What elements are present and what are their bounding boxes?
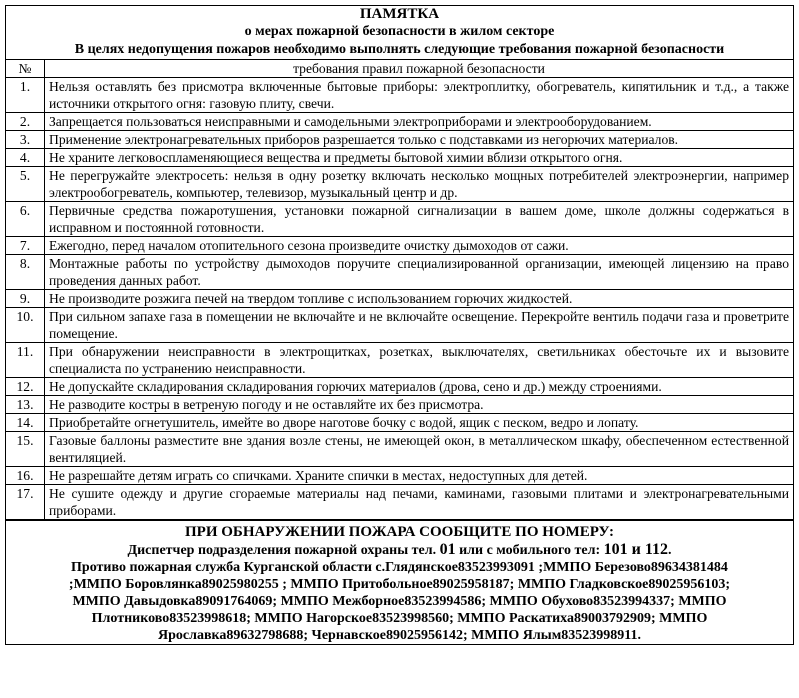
- row-number: 15.: [6, 432, 45, 467]
- table-row: [6, 308, 793, 343]
- row-text: Не разводите костры в ветреную погоду и не оставляйте их без присмотра.: [45, 396, 794, 414]
- table-row: [6, 149, 793, 167]
- row-number: 11.: [6, 343, 45, 378]
- dispatch-mobile-label: или с мобильного тел:: [459, 543, 601, 558]
- table-row: [6, 237, 793, 255]
- requirements-body: [6, 78, 793, 520]
- table-row: [6, 167, 793, 202]
- row-number: 2.: [6, 113, 45, 131]
- row-text: При обнаружении неисправности в электрощитках, розетках, выключателях, светильниках обесточьте их и вызовите специалиста по устранению неисправности.: [45, 343, 794, 378]
- row-text: Не перегружайте электросеть: нельзя в одну розетку включать несколько мощных потребителей электроэнергии, например электрообогреватель, компьютер, телевизор, музыкальный центр и др.: [45, 167, 794, 202]
- row-text: Не храните легковоспламеняющиеся вещества и предметы бытовой химии вблизи открытого огня.: [45, 149, 794, 167]
- emergency-contacts: [6, 520, 793, 644]
- table-row: [6, 255, 793, 290]
- row-text: Запрещается пользоваться неисправными и самодельными электроприборами и электрооборудованием.: [45, 113, 794, 131]
- row-text: Не допускайте складирования складирования горючих материалов (дрова, сено и др.) между строениями.: [45, 378, 794, 396]
- row-number: 6.: [6, 202, 45, 237]
- table-row: [6, 202, 793, 237]
- phone-01: 01: [439, 541, 456, 558]
- row-number: 13.: [6, 396, 45, 414]
- row-number: 3.: [6, 131, 45, 149]
- row-number: 12.: [6, 378, 45, 396]
- column-header-requirements: требования правил пожарной безопасности: [45, 60, 794, 78]
- row-number: 10.: [6, 308, 45, 343]
- row-text: Газовые баллоны разместите вне здания возле стены, не имеющей окон, в металлическом шкафу, обеспеченном естественной вентиляцией.: [45, 432, 794, 467]
- fire-safety-memo: [5, 5, 794, 645]
- row-number: 9.: [6, 290, 45, 308]
- memo-title: ПАМЯТКА: [359, 6, 440, 22]
- row-number: 5.: [6, 167, 45, 202]
- row-text: Применение электронагревательных приборов разрешается только с подставками из негорючих материалов.: [45, 131, 794, 149]
- row-number: 17.: [6, 485, 45, 520]
- column-header-number: №: [6, 60, 45, 78]
- table-row: [6, 485, 793, 520]
- dispatch-line: [8, 541, 791, 559]
- table-row: [6, 343, 793, 378]
- service-line: Ярославка89632798688; Чернавское89025956142; ММПО Ялым83523998911.: [158, 628, 641, 643]
- requirements-table: [6, 60, 793, 520]
- table-row: [6, 467, 793, 485]
- row-number: 16.: [6, 467, 45, 485]
- table-row: [6, 131, 793, 149]
- row-number: 7.: [6, 237, 45, 255]
- row-number: 14.: [6, 414, 45, 432]
- row-number: 1.: [6, 78, 45, 113]
- row-number: 4.: [6, 149, 45, 167]
- dispatch-label: Диспетчер подразделения пожарной охраны тел.: [127, 543, 437, 558]
- row-text: Монтажные работы по устройству дымоходов поручите специализированной организации, имеющей лицензию на право проведения данных работ.: [45, 255, 794, 290]
- table-row: [6, 378, 793, 396]
- phone-101-112: 101 и 112: [603, 541, 668, 558]
- memo-subtitle: о мерах пожарной безопасности в жилом секторе: [244, 24, 555, 39]
- row-text: Не сушите одежду и другие сгораемые материалы над печами, каминами, газовыми плитами и электронагревательными приборами.: [45, 485, 794, 520]
- row-text: Не разрешайте детям играть со спичками. Храните спички в местах, недоступных для детей.: [45, 467, 794, 485]
- row-text: Первичные средства пожаротушения, установки пожарной сигнализации в вашем доме, школе должны содержаться в исправном и постоянной готовности.: [45, 202, 794, 237]
- dispatch-end: .: [668, 543, 672, 558]
- service-line: ММПО Давыдовка89091764069; ММПО Межборное83523994586; ММПО Обухово83523994337; ММПО: [72, 594, 727, 609]
- row-text: Ежегодно, перед началом отопительного сезона произведите очистку дымоходов от сажи.: [45, 237, 794, 255]
- table-row: [6, 414, 793, 432]
- row-text: Не производите розжига печей на твердом топливе с использованием горючих жидкостей.: [45, 290, 794, 308]
- table-row: [6, 396, 793, 414]
- table-row: [6, 432, 793, 467]
- row-number: 8.: [6, 255, 45, 290]
- table-row: [6, 78, 793, 113]
- table-header-row: [6, 60, 793, 78]
- row-text: При сильном запахе газа в помещении не включайте и не включайте освещение. Перекройте вентиль подачи газа и проветрите помещение.: [45, 308, 794, 343]
- row-text: Нельзя оставлять без присмотра включенные бытовые приборы: электроплитку, обогреватель, кипятильник и т.д., а также источники открытого огня: газовую плиту, свечи.: [45, 78, 794, 113]
- service-line: Плотниково83523998618; ММПО Нагорское83523998560; ММПО Раскатиха89003792909; ММПО: [91, 611, 708, 626]
- row-text: Приобретайте огнетушитель, имейте во дворе наготове бочку с водой, ящик с песком, ведро и лопату.: [45, 414, 794, 432]
- table-row: [6, 113, 793, 131]
- memo-intro: В целях недопущения пожаров необходимо выполнять следующие требования пожарной безопасности: [74, 42, 725, 57]
- memo-header: [6, 6, 793, 60]
- service-line: Противо пожарная служба Курганской области с.Глядянское83523993091 ;ММПО Березово89634381484: [71, 560, 728, 575]
- table-row: [6, 290, 793, 308]
- service-line: ;ММПО Боровлянка89025980255 ; ММПО Притобольное89025958187; ММПО Гладковское89025956103;: [68, 577, 731, 592]
- emergency-title: ПРИ ОБНАРУЖЕНИИ ПОЖАРА СООБЩИТЕ ПО НОМЕРУ:: [185, 524, 614, 540]
